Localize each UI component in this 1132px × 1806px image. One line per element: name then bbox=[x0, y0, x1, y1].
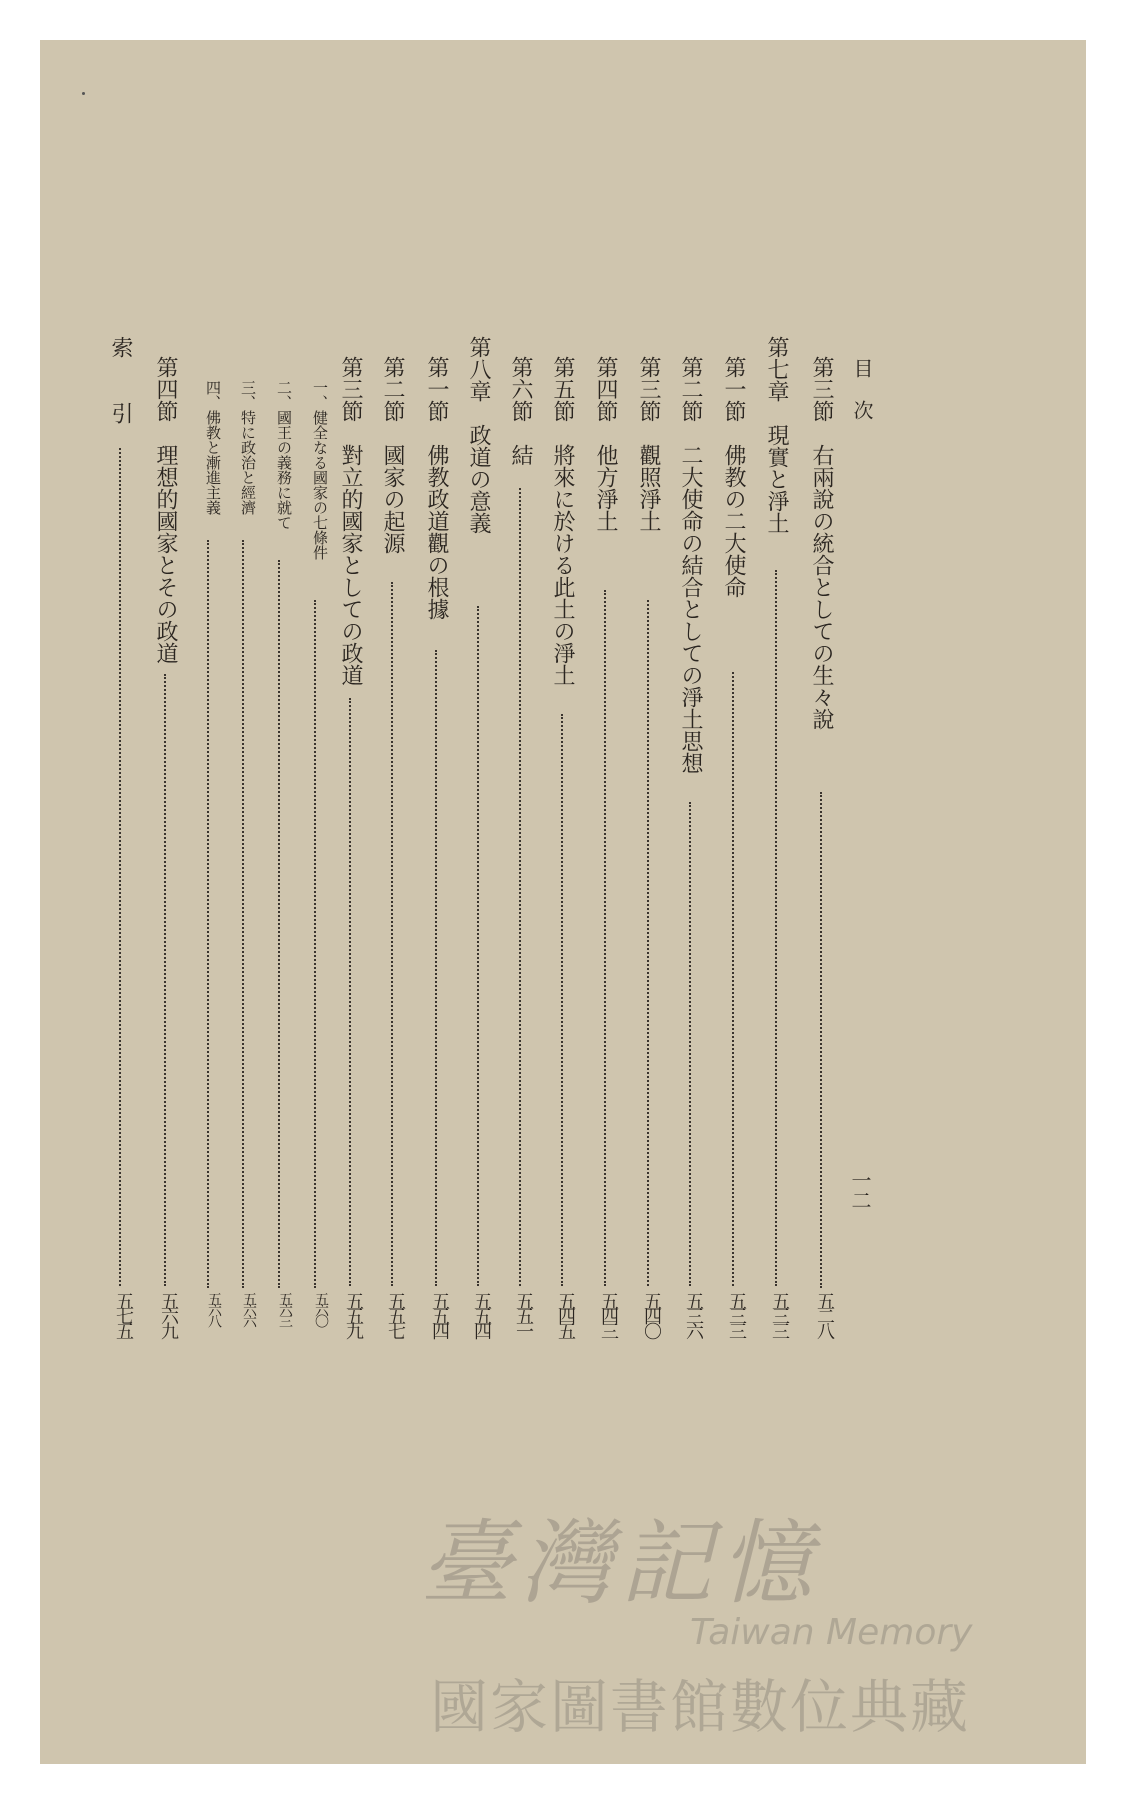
toc-entry-page: 五三三 bbox=[726, 1292, 747, 1337]
watermark-english: Taiwan Memory bbox=[690, 1612, 973, 1653]
toc-entry-title: 三、特に政治と經濟 bbox=[239, 380, 257, 515]
toc-entry-page: 五五七 bbox=[385, 1292, 406, 1337]
toc-entry-title: 第一節 佛教政道觀の根據 bbox=[424, 356, 449, 620]
toc-leader-dots bbox=[119, 448, 121, 1286]
watermark-sub: 國家圖書館數位典藏 bbox=[430, 1673, 971, 1741]
toc-leader-dots bbox=[732, 672, 734, 1286]
toc-leader-dots bbox=[164, 674, 166, 1286]
toc-entry-title: 第三節 觀照淨土 bbox=[636, 356, 661, 532]
header-label: 目次 bbox=[850, 358, 874, 442]
toc-entry-title: 第四節 他方淨土 bbox=[593, 356, 618, 532]
toc-leader-dots bbox=[207, 540, 209, 1288]
toc-entry-page: 五五四 bbox=[471, 1292, 492, 1337]
toc-entry-page: 五五九 bbox=[343, 1292, 364, 1337]
toc-entry-page: 五三三 bbox=[769, 1292, 790, 1337]
toc-entry-page: 五七五 bbox=[113, 1292, 134, 1337]
toc-leader-dots bbox=[314, 600, 316, 1288]
toc-leader-dots bbox=[820, 792, 822, 1288]
toc-leader-dots bbox=[242, 540, 244, 1288]
toc-entry-title: 第五節 將來に於ける此土の淨土 bbox=[550, 356, 575, 686]
toc-entry-title: 第七章 現實と淨土 bbox=[764, 336, 789, 534]
toc-leader-dots bbox=[477, 606, 479, 1286]
toc-entry-title: 第二節 二大使命の結合としての淨土思想 bbox=[678, 356, 703, 774]
toc-leader-dots bbox=[604, 590, 606, 1286]
toc-entry-title: 一、健全なる國家の七條件 bbox=[311, 380, 329, 560]
toc-entry-title: 第八章 政道の意義 bbox=[466, 336, 491, 534]
toc-entry-title: 第一節 佛教の二大使命 bbox=[721, 356, 746, 598]
toc-entry-page: 五六九 bbox=[158, 1292, 179, 1337]
toc-entry-page: 五四〇 bbox=[641, 1292, 662, 1337]
toc-entry-page: 五五四 bbox=[429, 1292, 450, 1337]
toc-entry-page: 五五一 bbox=[513, 1292, 534, 1337]
toc-leader-dots bbox=[775, 570, 777, 1286]
toc-entry-title: 二、國王の義務に就て bbox=[275, 380, 293, 530]
page-folio: 一二 bbox=[848, 1170, 872, 1210]
toc-leader-dots bbox=[519, 488, 521, 1286]
toc-entry-title: 第四節 理想的國家とその政道 bbox=[153, 356, 178, 664]
toc-entry-title: 第三節 右兩說の統合としての生々說 bbox=[809, 356, 834, 730]
toc-entry-title: 四、佛教と漸進主義 bbox=[204, 380, 222, 515]
toc-entry-page: 五六〇 bbox=[313, 1292, 329, 1325]
page-speck bbox=[82, 92, 85, 95]
toc-entry-title: 第二節 國家の起源 bbox=[380, 356, 405, 554]
toc-leader-dots bbox=[689, 802, 691, 1286]
toc-entry-page: 五二八 bbox=[814, 1292, 835, 1337]
toc-leader-dots bbox=[278, 560, 280, 1288]
toc-leader-dots bbox=[561, 714, 563, 1286]
toc-entry-page: 五六六 bbox=[241, 1292, 257, 1325]
toc-entry-page: 五四三 bbox=[598, 1292, 619, 1337]
watermark-main: 臺灣記憶 bbox=[420, 1510, 821, 1617]
toc-entry-page: 五四五 bbox=[555, 1292, 576, 1337]
toc-entry-page: 五三六 bbox=[683, 1292, 704, 1337]
toc-entry-page: 五六三 bbox=[277, 1292, 293, 1325]
toc-entry-title: 第六節 結 bbox=[508, 356, 533, 466]
toc-leader-dots bbox=[647, 600, 649, 1286]
toc-entry-page: 五六八 bbox=[206, 1292, 222, 1325]
toc-leader-dots bbox=[349, 698, 351, 1286]
toc-entry-title: 第三節 對立的國家としての政道 bbox=[338, 356, 363, 686]
toc-leader-dots bbox=[391, 582, 393, 1286]
toc-entry-title: 索 引 bbox=[108, 336, 133, 424]
toc-leader-dots bbox=[435, 650, 437, 1286]
